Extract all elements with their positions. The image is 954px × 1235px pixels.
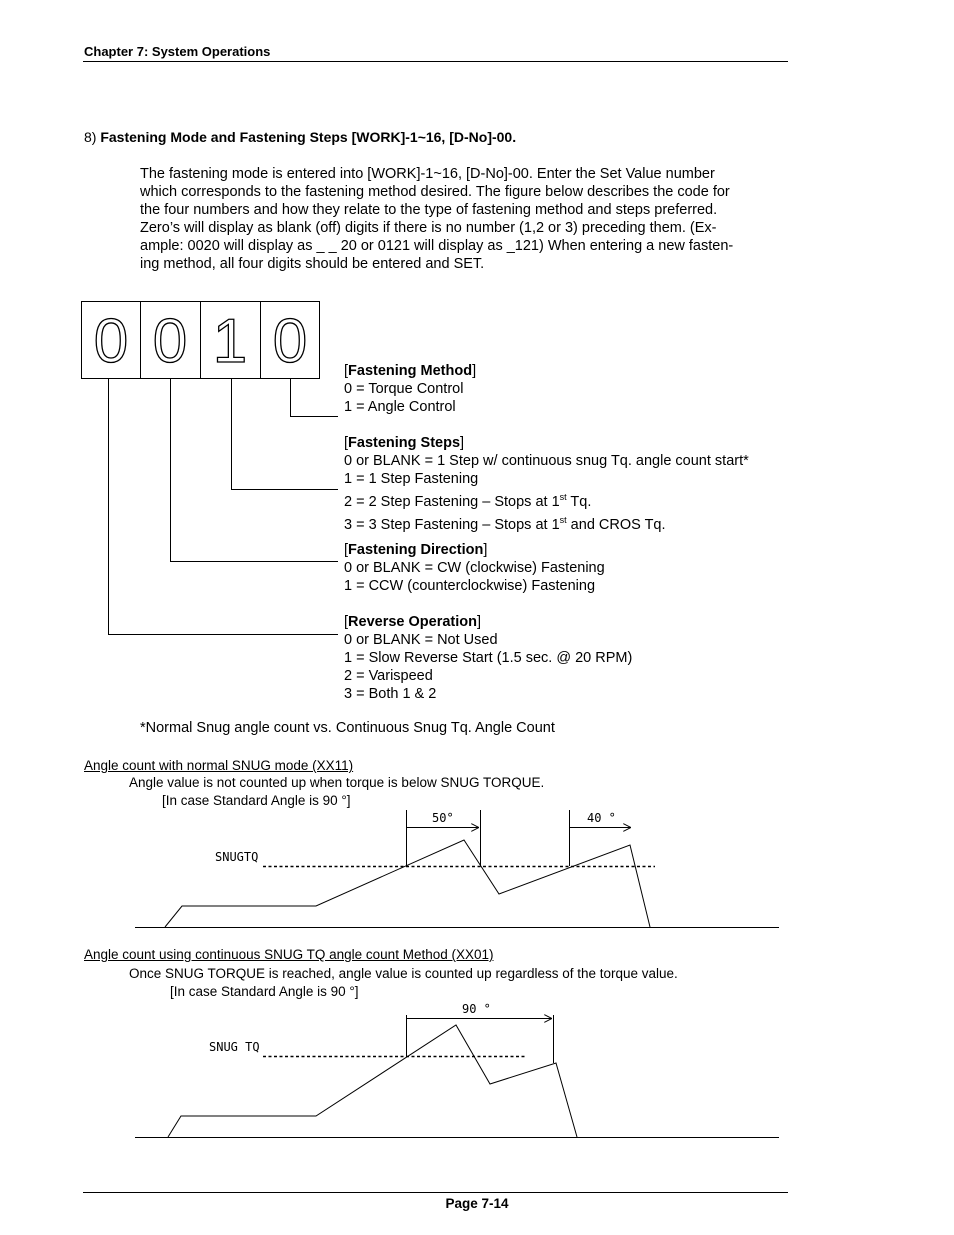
graph2-snug-label: SNUG TQ bbox=[209, 1040, 260, 1054]
legend-item: 0 or BLANK = 1 Step w/ continuous snug Tq. angle count start* bbox=[344, 453, 749, 469]
graph1-label-50: 50° bbox=[432, 811, 454, 825]
leader-steps bbox=[232, 379, 339, 490]
graph2-case: [In case Standard Angle is 90 °] bbox=[170, 984, 359, 999]
digit-steps: 1 bbox=[212, 307, 248, 376]
graph1-normal-snug bbox=[0, 800, 954, 940]
section-number: 8) bbox=[84, 129, 97, 145]
page-number: Page 7-14 bbox=[445, 1196, 509, 1211]
legend-item: 0 or BLANK = Not Used bbox=[344, 632, 498, 648]
paragraph-line: ing method, all four digits should be entered and SET. bbox=[140, 256, 485, 272]
paragraph-line: which corresponds to the fastening method desired. The figure below describes the code for bbox=[140, 184, 730, 200]
legend-item: 2 = Varispeed bbox=[344, 668, 433, 684]
legend-fastening-method: [Fastening Method] 0 = Torque Control 1 = Angle Control bbox=[344, 363, 477, 415]
graph2-description: Once SNUG TORQUE is reached, angle value is counted up regardless of the torque value. bbox=[129, 966, 678, 981]
chapter-header: Chapter 7: System Operations bbox=[84, 44, 271, 59]
graph1-case: [In case Standard Angle is 90 °] bbox=[162, 793, 351, 808]
legend-item: 3 = Both 1 & 2 bbox=[344, 686, 437, 702]
footer-rule bbox=[83, 1192, 788, 1193]
legend-item: 1 = CCW (counterclockwise) Fastening bbox=[344, 578, 596, 594]
graph2-label-90: 90 ° bbox=[462, 1002, 491, 1016]
graph1-description: Angle value is not counted up when torque is below SNUG TORQUE. bbox=[129, 775, 545, 790]
digit-reverse: 0 bbox=[93, 307, 129, 376]
legend-item: 1 = 1 Step Fastening bbox=[344, 471, 479, 487]
graph1-heading: Angle count with normal SNUG mode (XX11) bbox=[84, 758, 354, 773]
paragraph-line: The fastening mode is entered into [WORK]-1~16, [D-No]-00. Enter the Set Value number bbox=[140, 166, 715, 182]
legend-item: 1 = Slow Reverse Start (1.5 sec. @ 20 RPM) bbox=[344, 650, 633, 666]
legend-item: 2 = 2 Step Fastening – Stops at 1st Tq. bbox=[344, 492, 592, 510]
legend-item: 1 = Angle Control bbox=[344, 399, 456, 415]
snug-note: *Normal Snug angle count vs. Continuous Snug Tq. Angle Count bbox=[140, 720, 555, 736]
leader-direction bbox=[171, 379, 339, 562]
legend-item: 0 or BLANK = CW (clockwise) Fastening bbox=[344, 560, 605, 576]
graph1-snug-label: SNUGTQ bbox=[215, 850, 259, 864]
legend-item: 0 = Torque Control bbox=[344, 381, 464, 397]
legend-fastening-direction: [Fastening Direction] 0 or BLANK = CW (clockwise) Fastening 1 = CCW (counterclockwise) Fastening bbox=[344, 542, 605, 594]
legend-title: Reverse Operation bbox=[348, 614, 477, 630]
section-title: Fastening Mode and Fastening Steps [WORK]-1~16, [D-No]-00. bbox=[100, 129, 517, 145]
legend-title: Fastening Steps bbox=[348, 435, 461, 451]
digit-direction: 0 bbox=[152, 307, 188, 376]
legend-title: Fastening Direction bbox=[348, 542, 484, 558]
legend-reverse-operation: [Reverse Operation] 0 or BLANK = Not Used 1 = Slow Reverse Start (1.5 sec. @ 20 RPM) 2 = Varispeed 3 = Both 1 & 2 bbox=[344, 614, 633, 702]
paragraph-line: the four numbers and how they relate to the type of fastening method and steps preferred. bbox=[140, 202, 718, 218]
graph1-label-40: 40 ° bbox=[587, 811, 616, 825]
legend-title: Fastening Method bbox=[348, 363, 473, 379]
paragraph-line: Zero’s will display as blank (off) digits if there is no number (1,2 or 3) preceding them. (Ex- bbox=[140, 220, 717, 236]
paragraph-line: ample: 0020 will display as _ _ 20 or 0121 will display as _121) When entering a new fasten- bbox=[140, 238, 734, 254]
legend-item: 3 = 3 Step Fastening – Stops at 1st and CROS Tq. bbox=[344, 514, 666, 533]
legend-fastening-steps: [Fastening Steps] 0 or BLANK = 1 Step w/ continuous snug Tq. angle count start* 1 = 1 Step Fastening 2 = 2 Step Fastening – Stops at 1st Tq. 3 = 3 Step Fastening – Stops at 1st and CROS Tq. bbox=[344, 435, 749, 533]
graph2-heading: Angle count using continuous SNUG TQ angle count Method (XX01) bbox=[84, 947, 494, 962]
graph2-continuous-snug bbox=[0, 995, 954, 1145]
digit-method: 0 bbox=[272, 307, 308, 376]
leader-method bbox=[291, 379, 339, 417]
